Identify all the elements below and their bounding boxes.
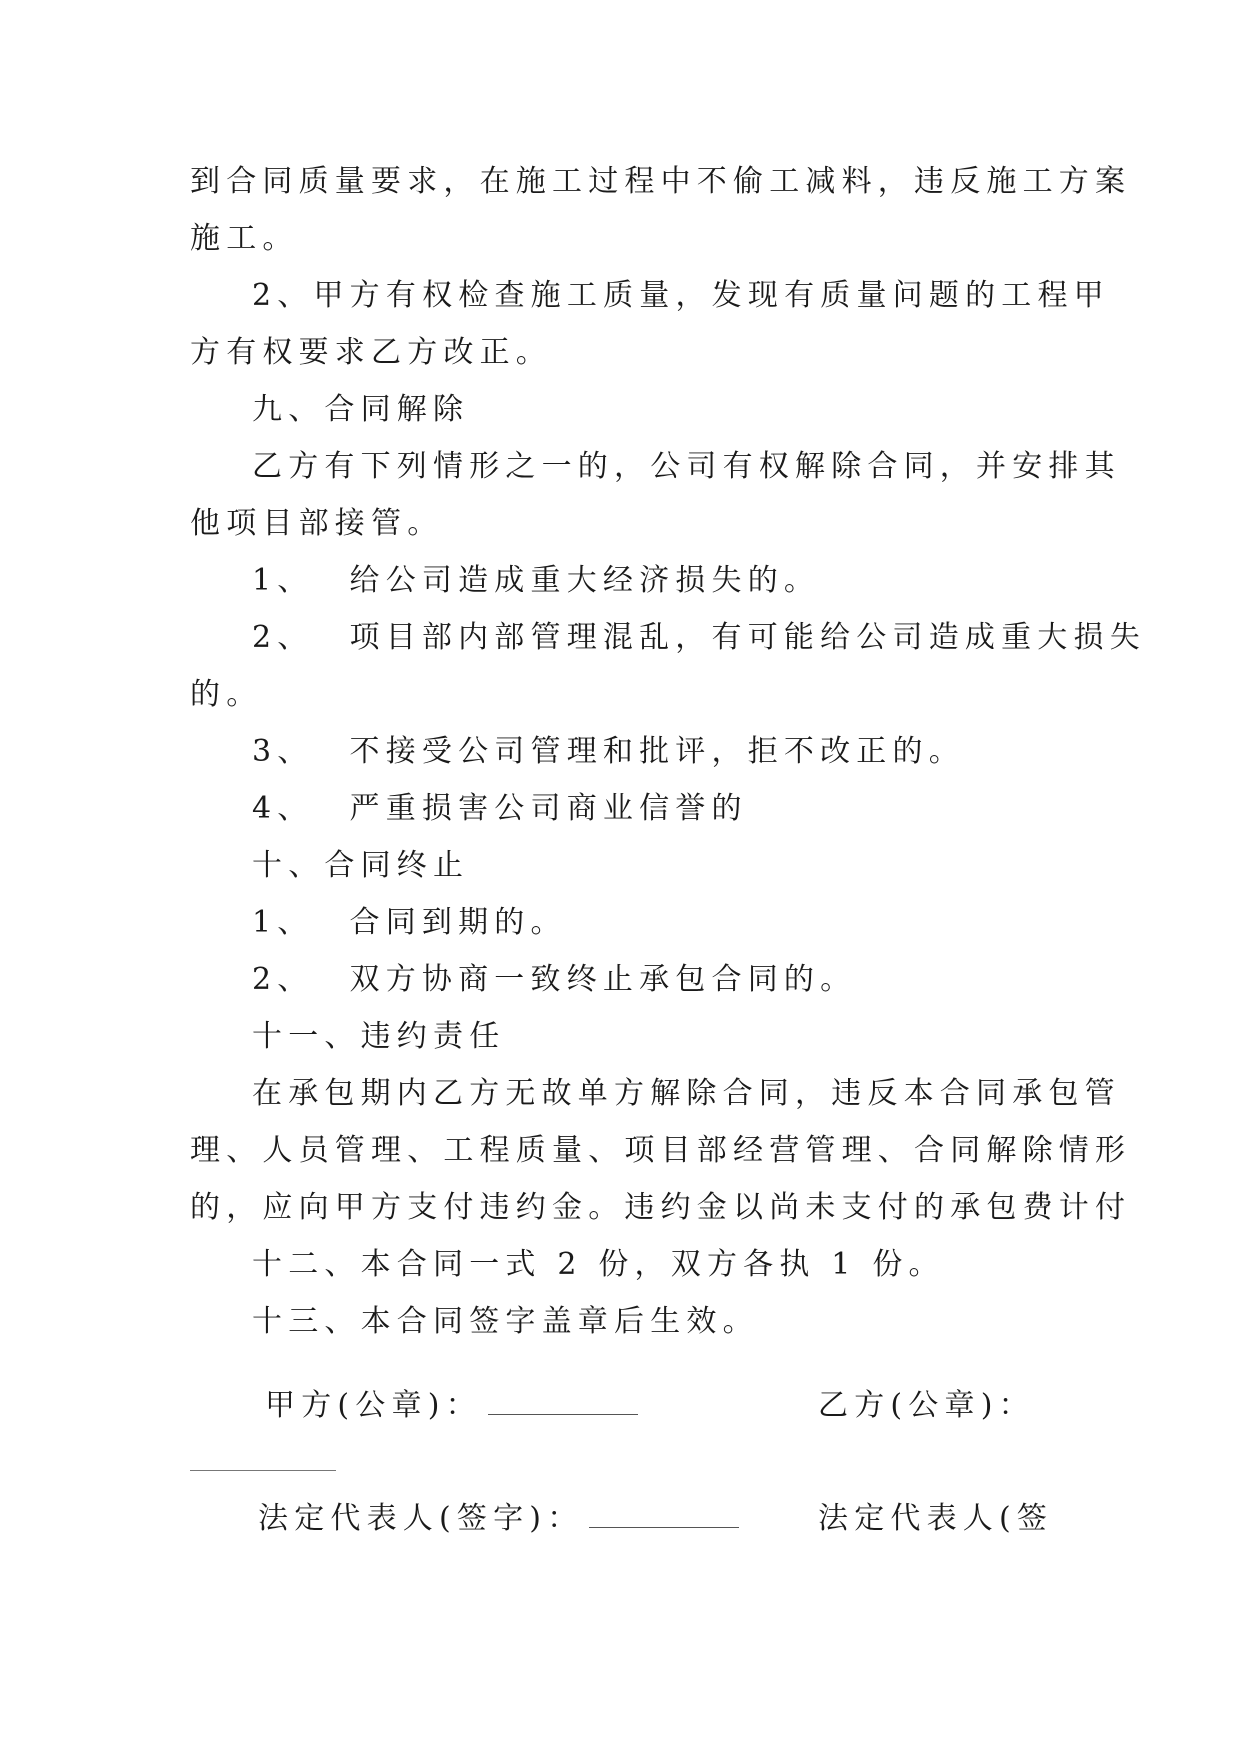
heading-text: 十、合同终止	[252, 848, 470, 883]
legal-rep-a-label: 法定代表人(签字)：	[258, 1501, 584, 1536]
paragraph-line	[190, 333, 1050, 373]
list-item	[252, 732, 1050, 772]
list-item	[252, 618, 1146, 658]
legal-rep-a	[258, 1499, 738, 1539]
line-text: 施工。	[190, 221, 299, 256]
list-text: 给公司造成重大经济损失的。	[349, 563, 821, 598]
line-text: 理、人员管理、工程质量、项目部经营管理、合同解除情形	[190, 1133, 1132, 1168]
paragraph-line	[252, 1074, 1121, 1114]
paragraph-line	[190, 675, 1050, 715]
section-heading	[252, 390, 1050, 430]
section-heading	[252, 1302, 1050, 1342]
heading-text: 十一、违约责任	[252, 1019, 506, 1054]
party-b-seal	[818, 1386, 1050, 1426]
legal-rep-b	[818, 1499, 1054, 1539]
list-item	[252, 789, 1050, 829]
line-text: 到合同质量要求，在施工过程中不偷工减料，违反施工方案	[190, 164, 1132, 199]
line-text: 2、甲方有权检查施工质量，发现有质量问题的工程甲	[252, 278, 1110, 313]
paragraph-line	[190, 1131, 1132, 1171]
paragraph-line	[190, 1188, 1132, 1228]
legal-rep-a-blank	[589, 1501, 739, 1528]
legal-rep-b-label: 法定代表人(签	[818, 1501, 1054, 1536]
list-number: 1、	[252, 905, 314, 940]
party-b-seal-label: 乙方(公章)：	[818, 1388, 1035, 1423]
line-text: 乙方有下列情形之一的，公司有权解除合同，并安排其	[252, 449, 1121, 484]
list-text: 双方协商一致终止承包合同的。	[349, 962, 857, 997]
paragraph-line	[190, 162, 1132, 202]
list-text: 项目部内部管理混乱，有可能给公司造成重大损失	[349, 620, 1146, 655]
list-number: 2、	[252, 962, 314, 997]
heading-text: 十二、本合同一式 2 份，双方各执 1 份。	[252, 1247, 945, 1282]
section-heading	[252, 1245, 1050, 1285]
heading-text: 九、合同解除	[252, 392, 470, 427]
paragraph-line	[252, 447, 1121, 487]
heading-text: 十三、本合同签字盖章后生效。	[252, 1304, 759, 1339]
list-text: 不接受公司管理和批评，拒不改正的。	[349, 734, 965, 769]
line-text: 的，应向甲方支付违约金。违约金以尚未支付的承包费计付	[190, 1190, 1132, 1225]
section-heading	[252, 846, 1050, 886]
paragraph-line	[252, 276, 1110, 316]
party-a-seal-label: 甲方(公章)：	[265, 1388, 482, 1423]
list-number: 1、	[252, 563, 314, 598]
list-number: 2、	[252, 620, 314, 655]
paragraph-line	[190, 504, 1050, 544]
paragraph-line	[190, 219, 1050, 259]
party-a-seal	[265, 1386, 665, 1426]
line-text: 他项目部接管。	[190, 506, 444, 541]
list-number: 4、	[252, 791, 314, 826]
list-item	[252, 903, 1050, 943]
party-a-seal-blank	[488, 1388, 638, 1415]
list-item	[252, 561, 1050, 601]
party-b-seal-blank	[190, 1470, 336, 1471]
list-text: 严重损害公司商业信誉的	[349, 791, 748, 826]
line-text: 在承包期内乙方无故单方解除合同，违反本合同承包管	[252, 1076, 1121, 1111]
line-text: 方有权要求乙方改正。	[190, 335, 552, 370]
line-text: 的。	[190, 677, 263, 712]
list-number: 3、	[252, 734, 314, 769]
list-text: 合同到期的。	[349, 905, 567, 940]
list-item	[252, 960, 1050, 1000]
section-heading	[252, 1017, 1050, 1057]
